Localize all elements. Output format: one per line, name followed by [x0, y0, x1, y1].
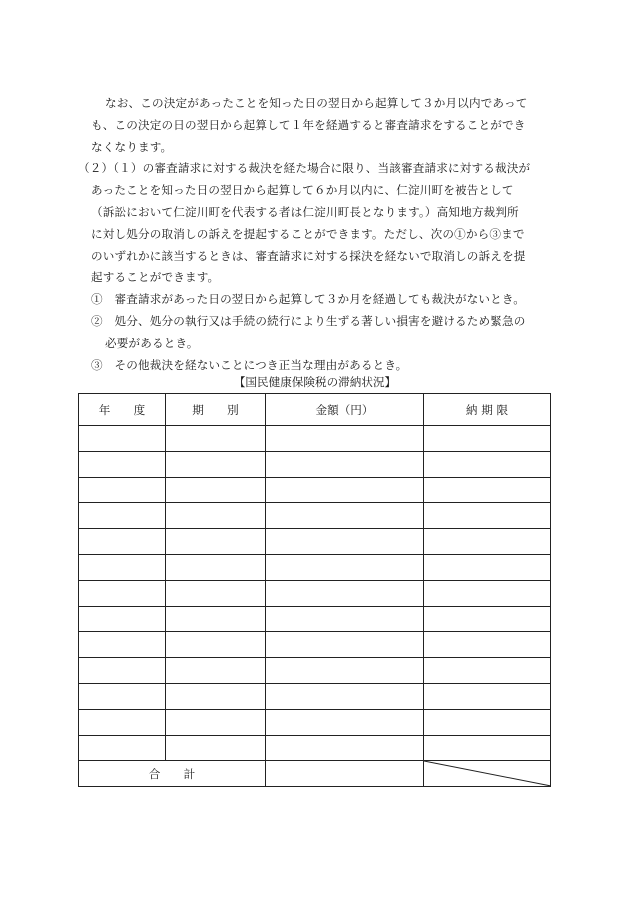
- table-cell: [424, 477, 551, 503]
- paragraph-line: （２）（１）の審査請求に対する裁決を経た場合に限り、当該審査請求に対する裁決が: [78, 161, 531, 175]
- column-header-period: 期 別: [166, 394, 266, 426]
- table-cell: [79, 426, 166, 452]
- table-row: [79, 503, 551, 529]
- table-cell: [424, 451, 551, 477]
- table-cell: [424, 580, 551, 606]
- table-row: [79, 529, 551, 555]
- table-cell: [166, 658, 266, 684]
- table-cell: [424, 606, 551, 632]
- total-due-date-cell-slashed: [424, 761, 551, 787]
- column-header-year: 年 度: [79, 394, 166, 426]
- table-cell: [166, 606, 266, 632]
- table-row: [79, 451, 551, 477]
- paragraph-line: に対し処分の取消しの訴えを提起することができます。ただし、次の①から③まで: [91, 227, 525, 241]
- table-cell: [79, 632, 166, 658]
- table-cell: [424, 503, 551, 529]
- table-row: [79, 709, 551, 735]
- table-cell: [79, 477, 166, 503]
- table-header-row: [79, 394, 551, 426]
- table-cell: [424, 683, 551, 709]
- table-cell: [79, 529, 166, 555]
- table-row: [79, 426, 551, 452]
- list-item-continuation: 必要があるとき。: [105, 336, 199, 350]
- table-cell: [424, 529, 551, 555]
- paragraph-line: のいずれかに該当するときは、審査請求に対する採決を経ないで取消しの訴えを提: [91, 249, 526, 263]
- table-cell: [166, 426, 266, 452]
- table-cell: [79, 735, 166, 761]
- table-cell: [266, 580, 424, 606]
- paragraph-line: なくなります。: [91, 140, 173, 154]
- column-header-due-date: 納 期 限: [424, 394, 551, 426]
- table-cell: [266, 503, 424, 529]
- paragraph-line: なお、この決定があったことを知った日の翌日から起算して３か月以内であって: [105, 96, 528, 110]
- table-cell: [266, 683, 424, 709]
- table-cell: [79, 503, 166, 529]
- table-cell: [79, 709, 166, 735]
- table-cell: [266, 709, 424, 735]
- table-cell: [266, 477, 424, 503]
- table-row: [79, 683, 551, 709]
- table-cell: [79, 658, 166, 684]
- table-cell: [166, 554, 266, 580]
- table-cell: [166, 683, 266, 709]
- table-cell: [166, 503, 266, 529]
- table-cell: [79, 451, 166, 477]
- table-row: [79, 606, 551, 632]
- table-row: [79, 580, 551, 606]
- table-cell: [266, 554, 424, 580]
- table-cell: [79, 580, 166, 606]
- table-cell: [266, 529, 424, 555]
- table-cell: [266, 426, 424, 452]
- total-label: 合 計: [79, 761, 266, 787]
- table-cell: [266, 632, 424, 658]
- table-cell: [166, 529, 266, 555]
- table-cell: [79, 683, 166, 709]
- table-cell: [266, 658, 424, 684]
- paragraph-line: あったことを知った日の翌日から起算して６か月以内に、仁淀川町を被告として: [91, 183, 514, 197]
- table-cell: [166, 451, 266, 477]
- table-cell: [79, 606, 166, 632]
- list-item: ② 処分、処分の執行又は手続の続行により生ずる著しい損害を避けるため緊急の: [91, 314, 526, 328]
- table-row: [79, 658, 551, 684]
- table-cell: [79, 554, 166, 580]
- column-header-amount: 金額（円）: [266, 394, 424, 426]
- table-row: [79, 477, 551, 503]
- table-title: 【国民健康保険税の滞納状況】: [233, 375, 397, 389]
- total-row: [79, 761, 551, 787]
- table-cell: [424, 632, 551, 658]
- table-cell: [166, 580, 266, 606]
- table-row: [79, 735, 551, 761]
- table-cell: [424, 658, 551, 684]
- arrears-table: [78, 393, 551, 787]
- paragraph-line: （訴訟において仁淀川町を代表する者は仁淀川町長となります。）高知地方裁判所: [91, 205, 519, 219]
- paragraph-line: 起することができます。: [91, 270, 220, 284]
- table-cell: [166, 709, 266, 735]
- table-cell: [166, 477, 266, 503]
- table-cell: [424, 735, 551, 761]
- total-amount-cell: [266, 761, 424, 787]
- table-cell: [266, 451, 424, 477]
- table-cell: [266, 735, 424, 761]
- table-cell: [166, 735, 266, 761]
- list-item: ③ その他裁決を経ないことにつき正当な理由があるとき。: [91, 358, 408, 372]
- paragraph-line: も、この決定の日の翌日から起算して１年を経過すると審査請求をすることができ: [91, 118, 526, 132]
- table-cell: [424, 554, 551, 580]
- table-row: [79, 554, 551, 580]
- table-cell: [166, 632, 266, 658]
- diagonal-slash: [424, 761, 550, 786]
- table-cell: [424, 426, 551, 452]
- table-row: [79, 632, 551, 658]
- list-item: ① 審査請求があった日の翌日から起算して３か月を経過しても裁決がないとき。: [91, 292, 525, 306]
- table-cell: [424, 709, 551, 735]
- table-cell: [266, 606, 424, 632]
